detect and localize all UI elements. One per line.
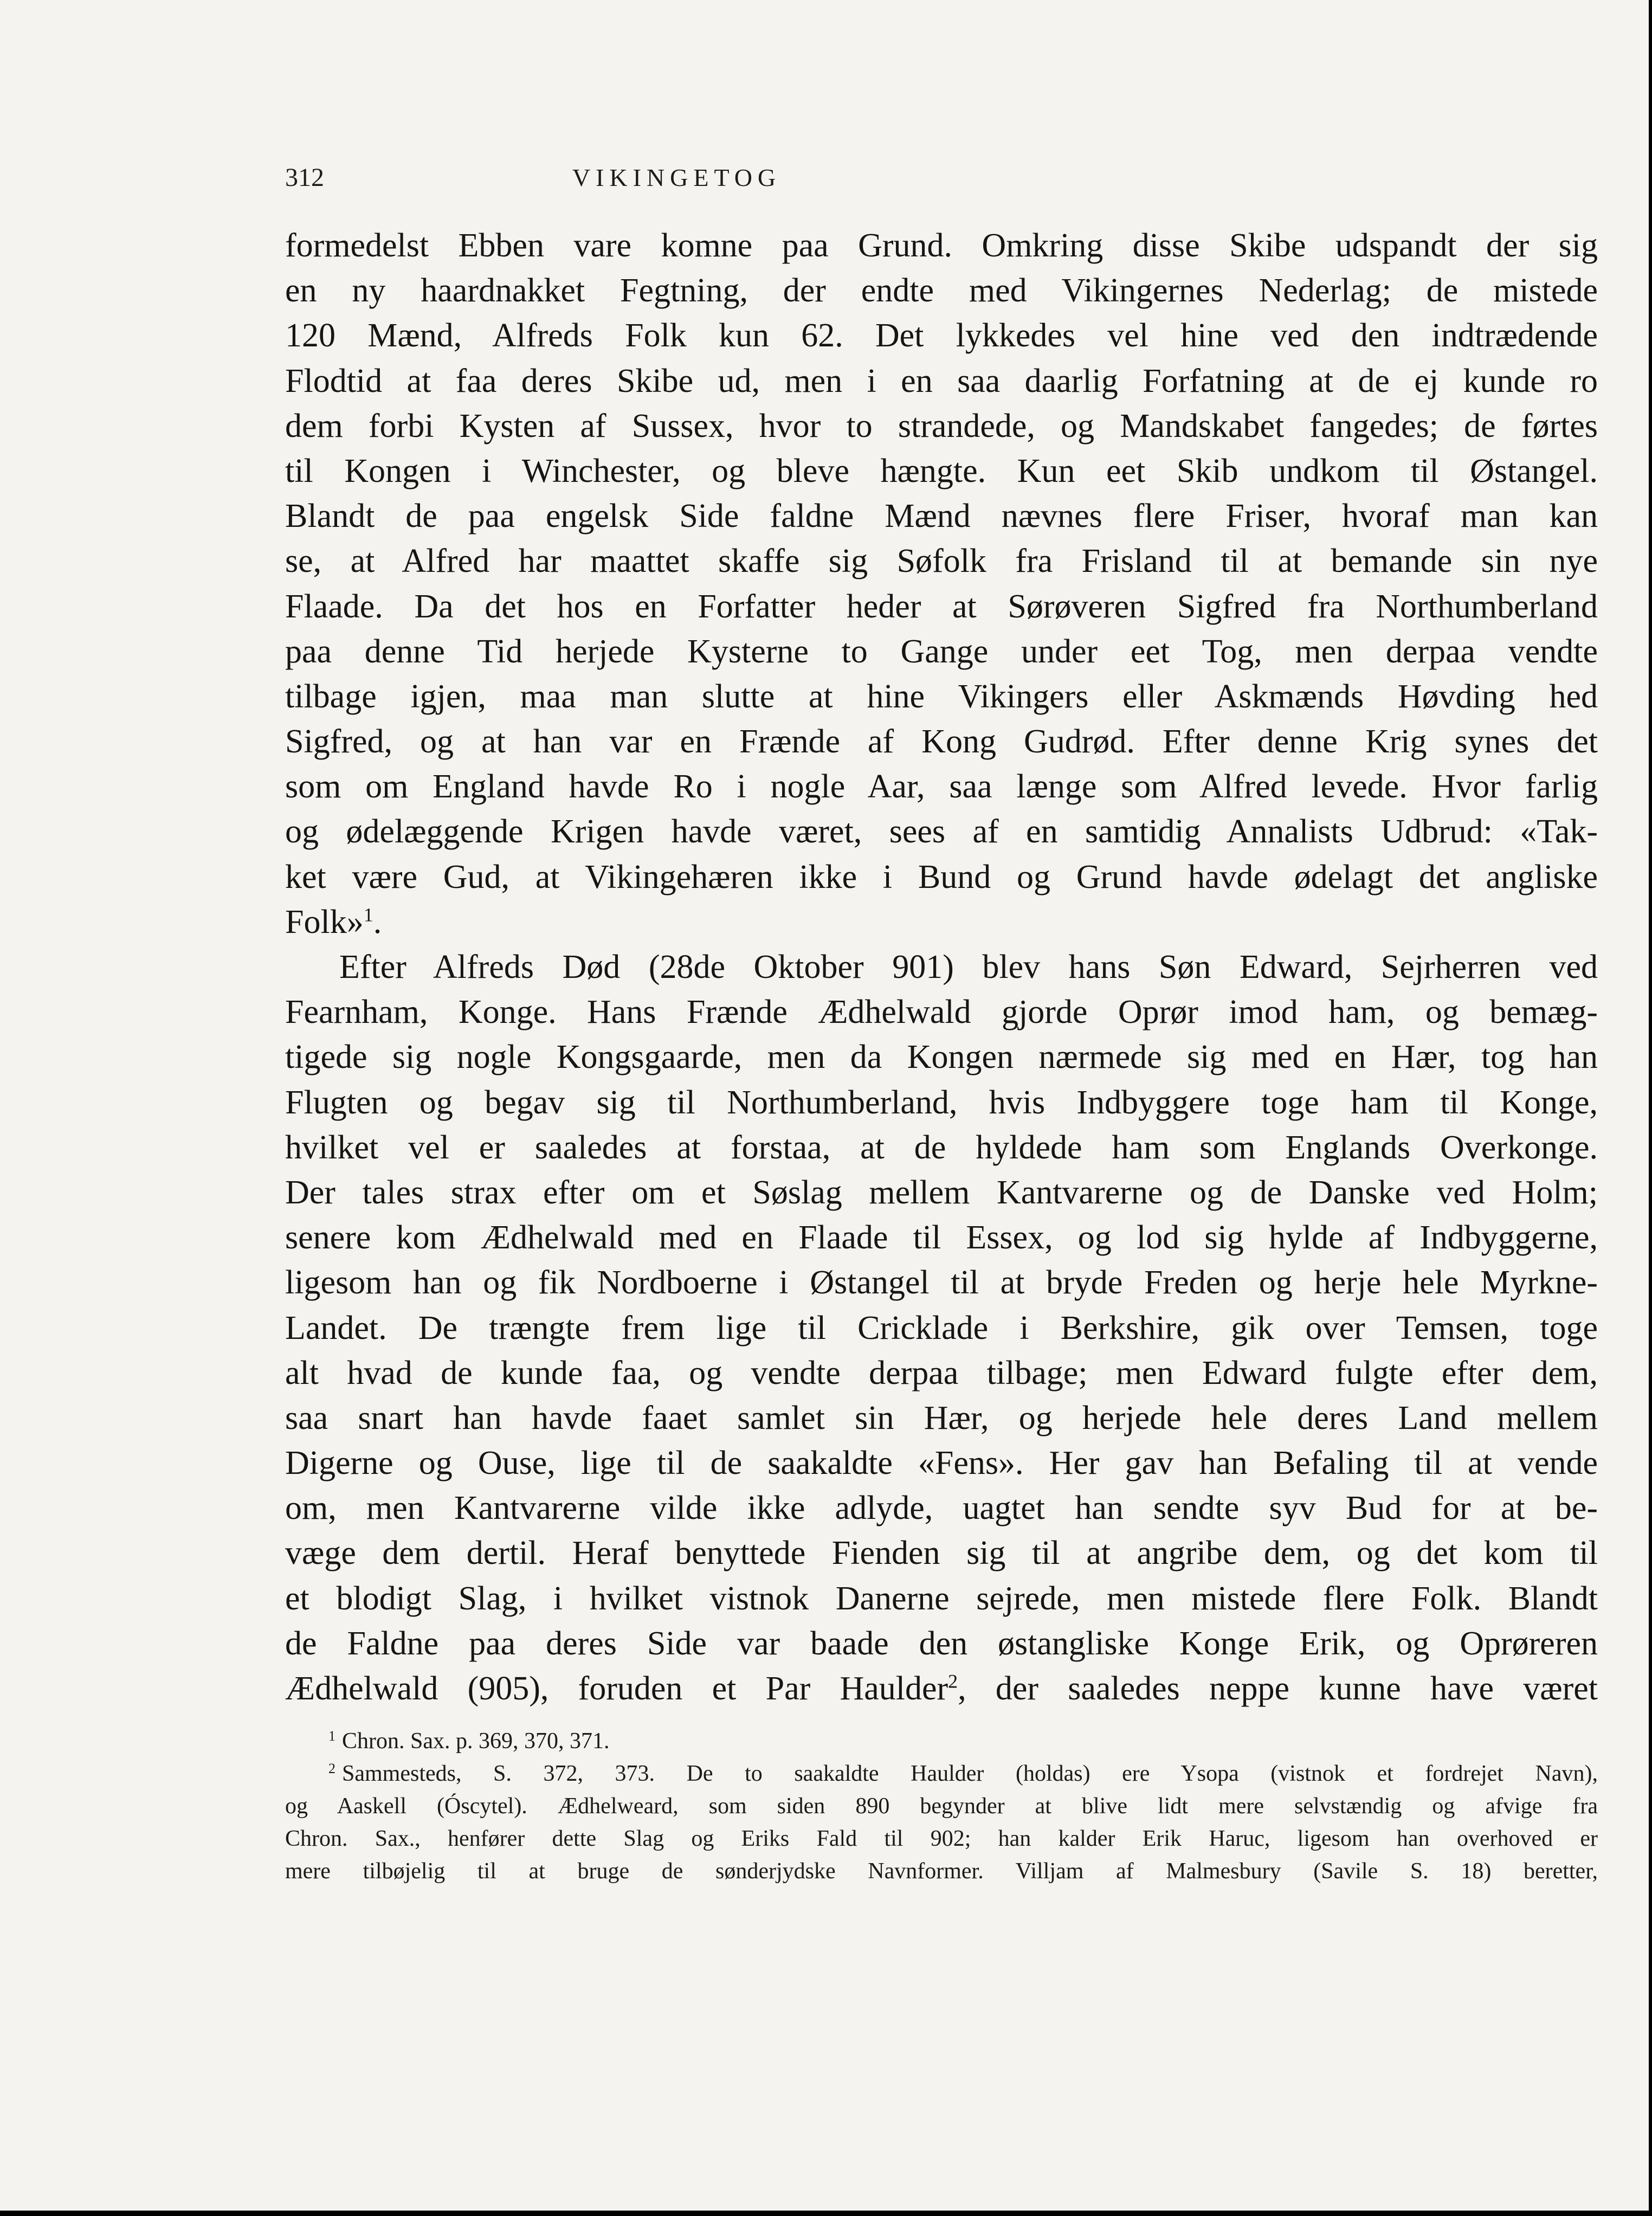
text-line: tilbage igjen, maa man slutte at hine Vikingers eller Askmænds Høvding hed (285, 678, 1598, 715)
text-line: Flodtid at faa deres Skibe ud, men i en saa daarlig Forfatning at de ej kunde ro (285, 362, 1598, 400)
text-line: et blodigt Slag, i hvilket vistnok Danerne sejrede, men mistede flere Folk. Blandt (285, 1580, 1598, 1617)
text-line: senere kom Ædhelwald med en Flaade til Essex, og lod sig hylde af Indbyggerne, (285, 1219, 1598, 1257)
footnote-1 (285, 1725, 1598, 1757)
footnotes (285, 1725, 1598, 1888)
text-line: Digerne og Ouse, lige til de saakaldte «Fens». Her gav han Befaling til at vende (285, 1445, 1598, 1482)
text-line: Blandt de paa engelsk Side faldne Mænd nævnes flere Friser, hvoraf man kan (285, 498, 1598, 535)
text-line: Sigfred, og at han var en Frænde af Kong Gudrød. Efter denne Krig synes det (285, 723, 1598, 761)
text-line: Der tales strax efter om et Søslag mellem Kantvarerne og de Danske ved Holm; (285, 1174, 1598, 1211)
text-line (285, 1666, 1598, 1711)
footnote-line: og Aaskell (Óscytel). Ædhelweard, som siden 890 begynder at blive lidt mere selvstændig og afvige fra (285, 1794, 1598, 1819)
text-line: som om England havde Ro i nogle Aar, saa længe som Alfred levede. Hvor farlig (285, 768, 1598, 806)
page-header (285, 160, 1068, 195)
text-line: se, at Alfred har maattet skaffe sig Søfolk fra Frisland til at bemande sin nye (285, 543, 1598, 580)
text-line: tigede sig nogle Kongsgaarde, men da Kongen nærmede sig med en Hær, tog han (285, 1039, 1598, 1076)
text-line: til Kongen i Winchester, og bleve hængte. Kun eet Skib undkom til Østangel. (285, 452, 1598, 489)
line-end-period: . (373, 903, 382, 940)
page-number: 312 (285, 163, 324, 192)
footnote-mark: 2 (328, 1761, 335, 1776)
text-line: formedelst Ebben vare komne paa Grund. Omkring disse Skibe udspandt der sig (285, 227, 1598, 264)
text-line: ligesom han og fik Nordboerne i Østangel til at bryde Freden og herje hele Myrkne- (285, 1264, 1598, 1302)
text-line: Landet. De trængte frem lige til Cricklade i Berkshire, gik over Temsen, toge (285, 1309, 1598, 1347)
text-line: hvilket vel er saaledes at forstaa, at de hyldede ham som Englands Overkonge. (285, 1129, 1598, 1166)
running-title: VIKINGETOG (572, 164, 782, 191)
footnote-ref-1: 1 (363, 904, 373, 926)
text-line: alt hvad de kunde faa, og vendte derpaa tilbage; men Edward fulgte efter dem, (285, 1354, 1598, 1392)
text-line: dem forbi Kysten af Sussex, hvor to strandede, og Mandskabet fangedes; de førtes (285, 407, 1598, 445)
text-line: en ny haardnakket Fegtning, der endte med Vikingernes Nederlag; de mistede (285, 272, 1598, 310)
text-line: Flaade. Da det hos en Forfatter heder at Sørøveren Sigfred fra Northumberland (285, 588, 1598, 625)
footnote-line: Chron. Sax., henfører dette Slag og Eriks Fald til 902; han kalder Erik Haruc, ligesom han overhoved er (285, 1826, 1598, 1851)
text-line: paa denne Tid herjede Kysterne to Gange under eet Tog, men derpaa vendte (285, 633, 1598, 670)
text-line (285, 900, 1598, 945)
footnote-ref-2: 2 (948, 1670, 958, 1692)
line-text-continued: , der saaledes neppe kunne have været (958, 1670, 1598, 1707)
footnote-line: mere tilbøjelig til at bruge de sønderjydske Navnformer. Villjam af Malmesbury (Savile S. 18) beretter, (285, 1859, 1598, 1884)
line-text: Ædhelwald (905), foruden et Par Haulder (285, 1670, 948, 1707)
footnote-mark: 1 (328, 1728, 335, 1744)
text-line: 120 Mænd, Alfreds Folk kun 62. Det lykkedes vel hine ved den indtrædende (285, 317, 1598, 355)
footnote-2 (285, 1757, 1598, 1790)
text-line: Fearnham, Konge. Hans Frænde Ædhelwald gjorde Oprør imod ham, og bemæg- (285, 994, 1598, 1031)
text-line: Flugten og begav sig til Northumberland, hvis Indbyggere toge ham til Konge, (285, 1084, 1598, 1121)
text-line: og ødelæggende Krigen havde været, sees af en samtidig Annalists Udbrud: «Tak- (285, 813, 1598, 851)
text-line: de Faldne paa deres Side var baade den østangliske Konge Erik, og Oprøreren (285, 1625, 1598, 1662)
text-line: væge dem dertil. Heraf benyttede Fienden sig til at angribe dem, og det kom til (285, 1535, 1598, 1572)
footnote-text: Chron. Sax. p. 369, 370, 371. (342, 1729, 610, 1754)
footnote-text: Sammesteds, S. 372, 373. De to saakaldte Haulder (holdas) ere Ysopa (vistnok et fordrejet Navn), (342, 1761, 1598, 1786)
line-text: Folk» (285, 903, 364, 940)
body-text (285, 223, 1598, 1711)
text-line: saa snart han havde faaet samlet sin Hær, og herjede hele deres Land mellem (285, 1399, 1598, 1436)
text-line: ket være Gud, at Vikingehæren ikke i Bund og Grund havde ødelagt det angliske (285, 858, 1598, 896)
text-line: om, men Kantvarerne vilde ikke adlyde, uagtet han sendte syv Bud for at be- (285, 1490, 1598, 1527)
text-line: Efter Alfreds Død (28de Oktober 901) blev hans Søn Edward, Sejrherren ved (339, 949, 1598, 985)
